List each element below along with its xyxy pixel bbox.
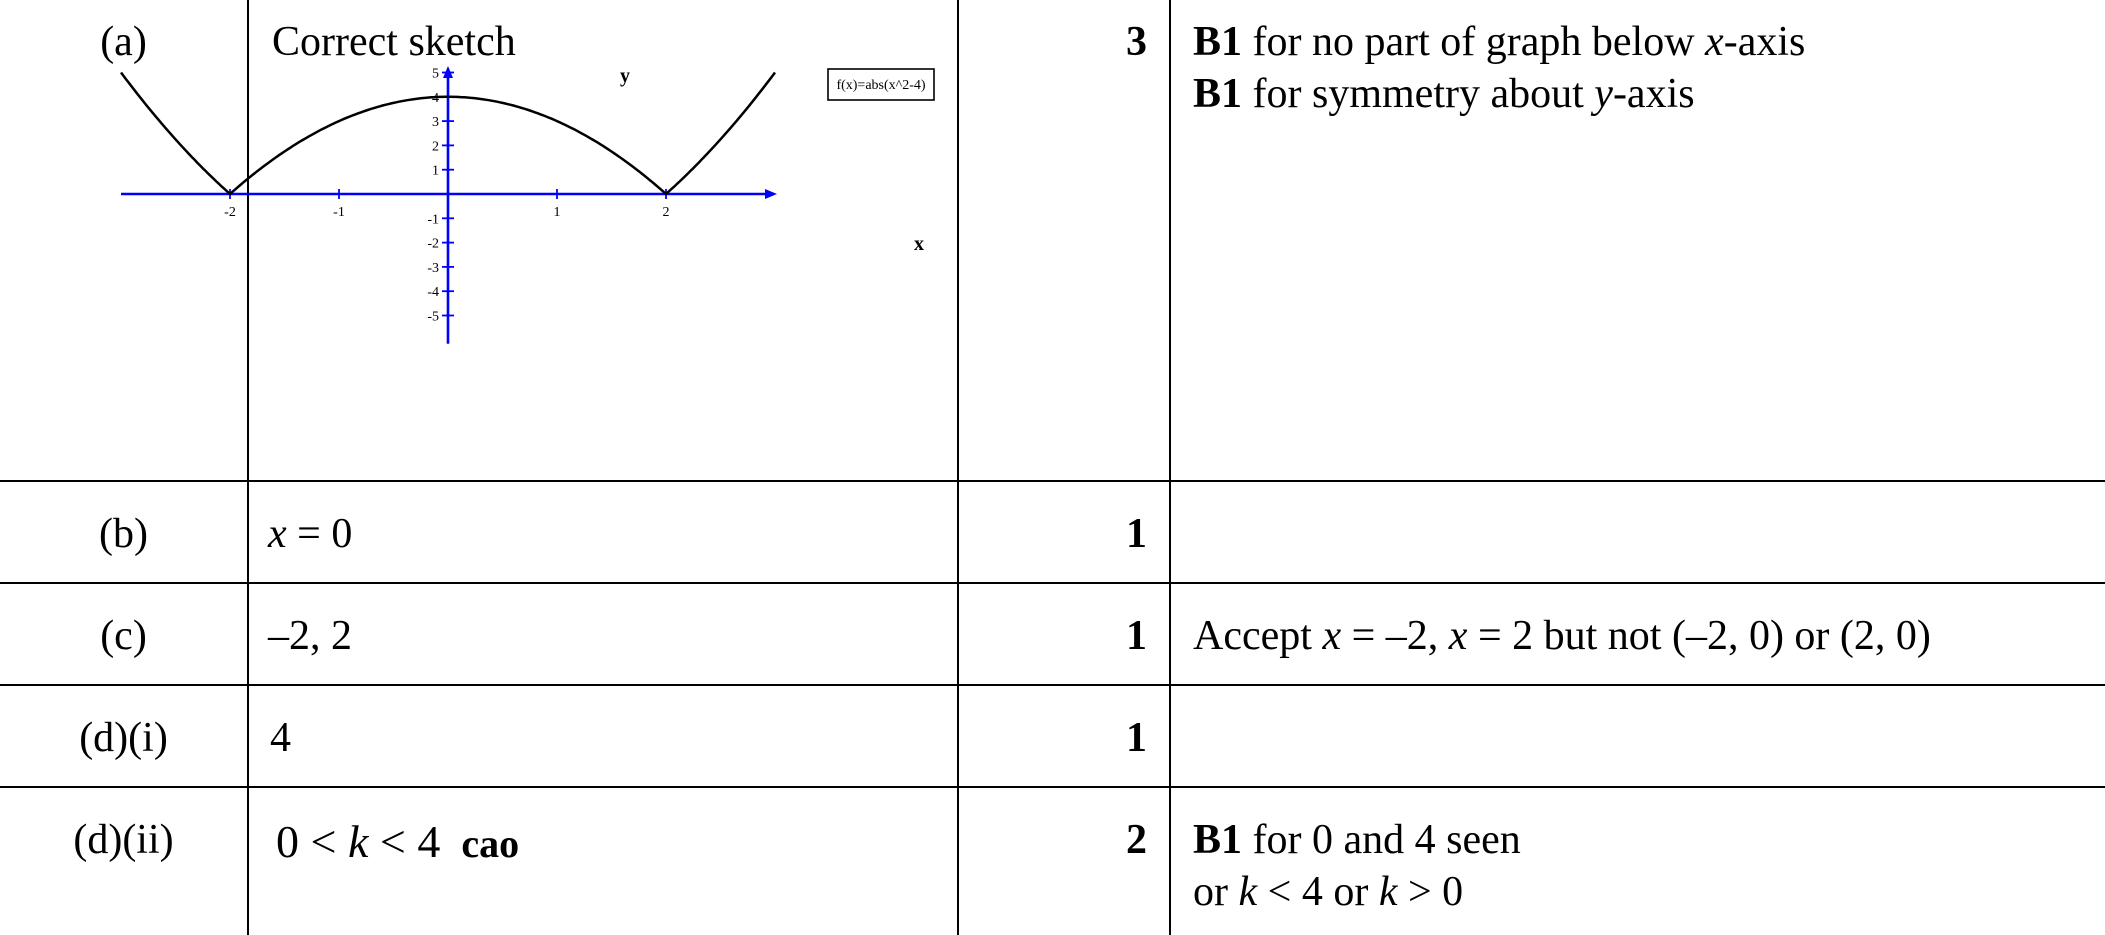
y-tick-label: -3 [427,260,439,276]
sketch-graph [224,60,943,462]
x-axis-label: x [914,233,924,255]
notes-d-ii-line2: or k < 4 or k > 0 [1193,869,1464,915]
y-tick-label: 3 [432,115,439,131]
answer-c: –2, 2 [268,613,352,659]
notes-d-ii-line1: B1 for 0 and 4 seen [1193,817,1521,863]
x-tick-label: 1 [553,205,561,220]
mark-d-ii: 2 [1126,817,1147,863]
column-divider [1169,0,1171,935]
mark-b: 1 [1126,511,1147,557]
x-tick-label: 2 [662,205,670,220]
mark-c: 1 [1126,613,1147,659]
part-label-a: (a) [100,19,147,65]
row-divider [0,480,2105,482]
part-label-d-i: (d)(i) [79,715,168,761]
answer-d-ii: 0 < k < 4 cao [276,816,520,867]
y-tick-label: -2 [427,236,439,252]
x-tick-label: -2 [224,205,236,220]
column-divider [957,0,959,935]
row-divider [0,582,2105,584]
notes-d-ii [1193,814,2093,918]
y-tick-label: 4 [432,90,439,106]
answer-d-i: 4 [270,715,291,761]
y-tick-label: -5 [427,309,439,325]
y-tick-label: 5 [432,66,439,82]
answer-a: Correct sketch [272,19,516,65]
part-label-d-ii: (d)(ii) [73,817,174,863]
x-axis-arrow [765,189,777,199]
cao-label: cao [461,821,520,866]
answer-b: x = 0 [268,511,353,557]
graph-axes [121,66,777,344]
notes-a [1193,16,2093,120]
legend-label: f(x)=abs(x^2-4) [836,78,926,93]
row-divider [0,684,2105,686]
part-label-c: (c) [100,613,147,659]
row-divider [0,786,2105,788]
notes-c: Accept x = –2, x = 2 but not (–2, 0) or (2, 0) [1193,613,1931,659]
y-tick-label: 1 [432,163,439,179]
part-label-b: (b) [99,511,148,557]
notes-a-line1: B1 for no part of graph below x-axis [1193,19,1806,65]
mark-a: 3 [1126,19,1147,65]
notes-a-line2: B1 for symmetry about y-axis [1193,71,1695,117]
x-tick-label: -1 [333,205,345,220]
y-axis-label: y [620,65,630,87]
y-tick-label: -1 [427,212,439,228]
y-tick-label: 2 [432,139,439,155]
y-tick-label: -4 [427,285,439,301]
graph-legend [828,69,934,100]
mark-d-i: 1 [1126,715,1147,761]
column-divider [247,0,249,935]
